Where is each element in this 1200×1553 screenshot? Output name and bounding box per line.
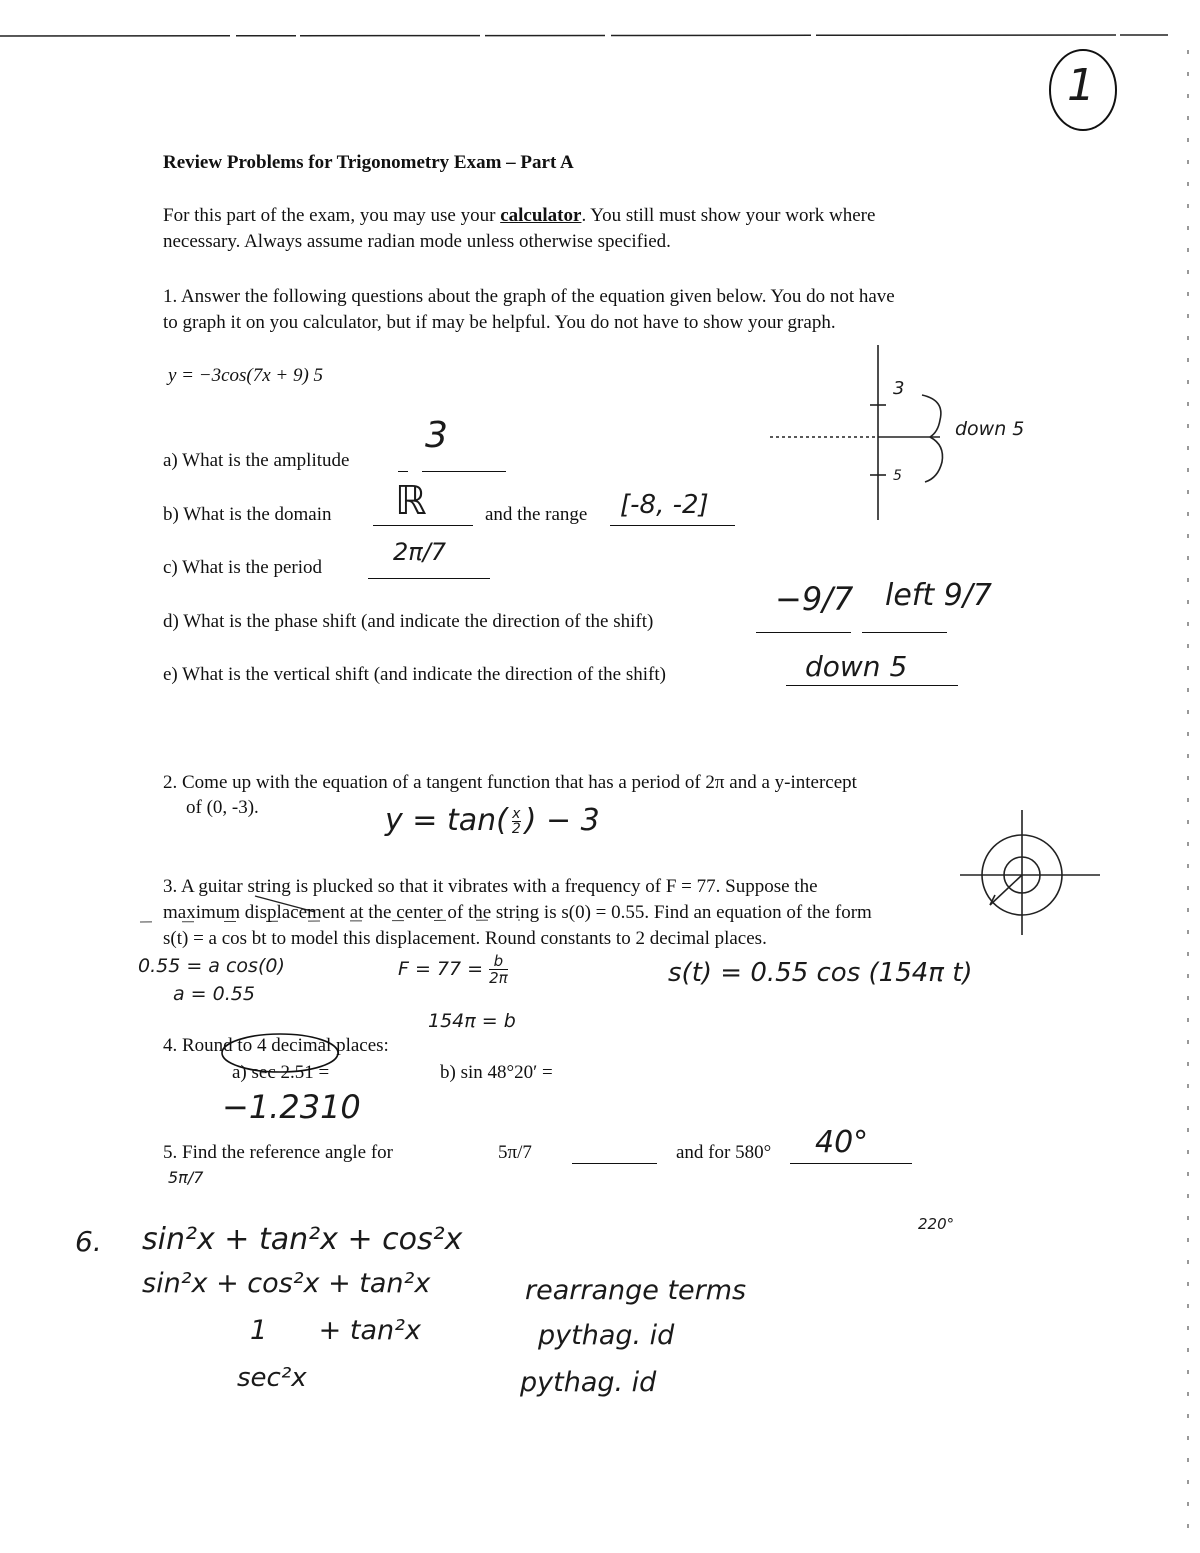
q4a-label: a) sec 2.51 =	[232, 1062, 330, 1083]
q6-result: sec²x	[237, 1363, 307, 1393]
q6-note-3: pythag. id	[520, 1367, 657, 1398]
q1d-label: d) What is the phase shift (and indicate the direction of the shift)	[163, 611, 654, 632]
q5-work: 5π/7	[168, 1168, 204, 1187]
q1b-answer: ℝ	[395, 478, 427, 524]
q1-equation: y = −3cos(7x + 9) 5	[168, 365, 324, 386]
q1d-blank-1	[756, 631, 851, 633]
q1b-range-answer: [-8, -2]	[620, 490, 709, 520]
q3-line-1: 3. A guitar string is plucked so that it vibrates with a frequency of F = 77. Suppose the	[163, 876, 818, 897]
q6-number: 6.	[75, 1225, 102, 1258]
q5-label-2: and for 580°	[676, 1142, 772, 1163]
graph-sketch	[770, 345, 943, 520]
q5-answer-2: 40°	[815, 1125, 869, 1160]
q5-sketch-label: 220°	[918, 1215, 955, 1233]
q1e-label: e) What is the vertical shift (and indicate the direction of the shift)	[163, 664, 666, 685]
q6-line-1: sin²x + tan²x + cos²x	[142, 1222, 463, 1257]
q1-line-2: to graph it on you calculator, but if may be helpful. You do not have to show your graph.	[163, 312, 836, 333]
q2-line-1: 2. Come up with the equation of a tangent function that has a period of 2π and a y-intercept	[163, 772, 857, 793]
q4-label: 4. Round to 4 decimal places:	[163, 1035, 389, 1056]
q1a-answer: 3	[425, 415, 448, 456]
q1a-blank-short	[398, 470, 408, 472]
q1b-label: b) What is the domain	[163, 504, 332, 525]
q1e-answer: down 5	[805, 650, 908, 683]
q5-angle-1: 5π/7	[498, 1142, 532, 1163]
angle-sketch	[960, 810, 1100, 935]
q1e-blank	[786, 684, 958, 686]
q1d-blank-2	[862, 631, 947, 633]
q6-note-1: rearrange terms	[525, 1275, 747, 1306]
q1c-label: c) What is the period	[163, 557, 322, 578]
q3-answer: s(t) = 0.55 cos (154π t)	[668, 958, 973, 988]
q5-blank-2	[790, 1162, 912, 1164]
q5-blank-1	[572, 1162, 657, 1164]
q3-work-4: 154π = b	[428, 1010, 516, 1032]
q5-label: 5. Find the reference angle for	[163, 1142, 394, 1163]
q1b-blank	[373, 524, 473, 526]
q6-note-2: pythag. id	[538, 1320, 675, 1351]
intro-line-1: For this part of the exam, you may use your calculator. You still must show your work where	[163, 205, 876, 226]
intro-line-2: necessary. Always assume radian mode unless otherwise specified.	[163, 231, 671, 252]
q1c-blank	[368, 577, 490, 579]
q1c-answer: 2π/7	[393, 538, 447, 566]
q3-work-3: F = 77 = $\frac{b}{2\pi}$	[398, 952, 508, 987]
q1a-blank	[422, 470, 506, 472]
q1b-range-blank	[610, 524, 735, 526]
q2-line-2: of (0, -3).	[186, 797, 259, 818]
sketch-label-bottom: 5	[893, 468, 902, 484]
q6-line-2: sin²x + cos²x + tan²x	[142, 1268, 431, 1299]
q1a-label: a) What is the amplitude	[163, 450, 350, 471]
q1-line-1: 1. Answer the following questions about the graph of the equation given below. You do not have	[163, 286, 895, 307]
q1d-answer-1: −9/7	[775, 580, 854, 618]
page-number: 1	[1067, 60, 1095, 111]
q3-line-3: s(t) = a cos bt to model this displacement. Round constants to 2 decimal places.	[163, 928, 767, 949]
q3-work-1: 0.55 = a cos(0)	[138, 955, 285, 977]
q3-work-2: a = 0.55	[173, 983, 255, 1005]
sketch-label-top: 3	[893, 378, 905, 399]
q4a-answer: −1.2310	[222, 1088, 361, 1126]
q4b-label: b) sin 48°20′ =	[440, 1062, 553, 1083]
q1d-answer-2: left 9/7	[885, 578, 992, 613]
q3-line-2: maximum displacement at the center of the string is s(0) = 0.55. Find an equation of the form	[163, 902, 872, 923]
q1b-label-range: and the range	[485, 504, 588, 525]
page-title: Review Problems for Trigonometry Exam – Part A	[163, 152, 574, 173]
q6-line-3: 1 + tan²x	[250, 1315, 421, 1346]
q2-answer: y = tan( $\frac{x}{2}$ ) − 3	[385, 803, 600, 838]
sketch-note: down 5	[955, 418, 1025, 440]
